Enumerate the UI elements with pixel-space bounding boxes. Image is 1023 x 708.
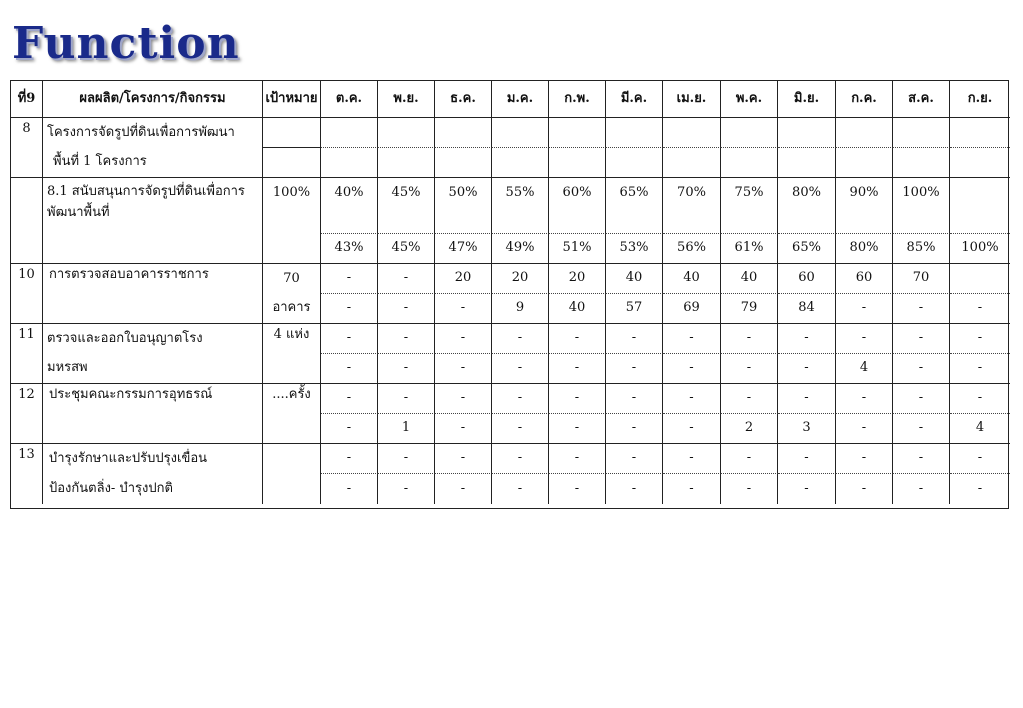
actual-cell bbox=[893, 148, 950, 178]
actual-cell: - bbox=[492, 354, 549, 384]
target-cell: ....ครั้ง bbox=[263, 384, 321, 444]
actual-cell: - bbox=[435, 474, 492, 504]
target-cell: 4 แห่ง bbox=[263, 324, 321, 384]
plan-cell bbox=[778, 118, 836, 148]
plan-cell: - bbox=[721, 384, 778, 414]
actual-cell: - bbox=[663, 354, 721, 384]
actual-cell: 65% bbox=[778, 234, 836, 264]
plan-cell: - bbox=[663, 384, 721, 414]
plan-cell: - bbox=[836, 324, 893, 354]
actual-cell: 84 bbox=[778, 294, 836, 324]
actual-cell bbox=[606, 148, 663, 178]
actual-cell bbox=[836, 148, 893, 178]
actual-cell: - bbox=[435, 354, 492, 384]
target-unit: อาคาร bbox=[263, 294, 321, 324]
actual-cell: - bbox=[778, 354, 836, 384]
month-header: เม.ย. bbox=[663, 81, 721, 118]
actual-cell: 85% bbox=[893, 234, 950, 264]
actual-cell bbox=[492, 148, 549, 178]
plan-cell: - bbox=[606, 324, 663, 354]
header-target: เป้าหมาย bbox=[263, 81, 321, 118]
row-number: 13 bbox=[11, 444, 43, 504]
plan-cell: - bbox=[549, 324, 606, 354]
actual-cell: - bbox=[977, 480, 983, 496]
actual-cell: - bbox=[778, 474, 836, 504]
plan-cell: - bbox=[435, 444, 492, 474]
plan-cell: 75% bbox=[721, 178, 778, 234]
actual-cell: 56% bbox=[663, 234, 721, 264]
actual-cell: - bbox=[321, 414, 378, 444]
page-title: Function bbox=[12, 18, 240, 69]
plan-cell: - bbox=[778, 444, 836, 474]
row-number: 10 bbox=[11, 264, 43, 324]
activity-text: ป้องกันตลิ่ง- บำรุงปกติ bbox=[43, 474, 263, 504]
month-header: มี.ค. bbox=[606, 81, 663, 118]
actual-cell: - bbox=[549, 414, 606, 444]
actual-cell: 53% bbox=[606, 234, 663, 264]
actual-cell: 100% bbox=[950, 234, 1010, 264]
plan-cell: 40% bbox=[321, 178, 378, 234]
plan-cell: - bbox=[721, 324, 778, 354]
actual-cell: 80% bbox=[836, 234, 893, 264]
actual-cell: 57 bbox=[606, 294, 663, 324]
month-header: ส.ค. bbox=[893, 81, 950, 118]
plan-cell: 40 bbox=[721, 264, 778, 294]
plan-cell bbox=[492, 118, 549, 148]
actual-cell: - bbox=[950, 354, 1010, 384]
month-header: พ.ย. bbox=[378, 81, 435, 118]
plan-cell: 40 bbox=[606, 264, 663, 294]
plan-cell bbox=[893, 118, 950, 148]
header-no: ที่9 bbox=[11, 81, 43, 118]
header-activity: ผลผลิต/โครงการ/กิจกรรม bbox=[43, 81, 263, 118]
plan-cell bbox=[950, 118, 1010, 148]
actual-cell: - bbox=[435, 414, 492, 444]
row-number bbox=[11, 178, 43, 264]
row-number: 12 bbox=[11, 384, 43, 444]
plan-cell: - bbox=[721, 444, 778, 474]
plan-cell: - bbox=[378, 324, 435, 354]
plan-cell: - bbox=[893, 324, 950, 354]
actual-cell: 4 bbox=[836, 354, 893, 384]
actual-cell: - bbox=[549, 474, 606, 504]
actual-cell bbox=[778, 148, 836, 178]
target-cell bbox=[263, 118, 321, 148]
actual-cell: - bbox=[378, 474, 435, 504]
plan-cell bbox=[721, 118, 778, 148]
actual-cell: - bbox=[663, 474, 721, 504]
target-cell bbox=[263, 148, 321, 178]
actual-cell: 43% bbox=[321, 234, 378, 264]
plan-cell bbox=[606, 118, 663, 148]
plan-cell: - bbox=[778, 384, 836, 414]
plan-cell: 50% bbox=[435, 178, 492, 234]
activity-text: การตรวจสอบอาคารราชการ bbox=[43, 264, 263, 324]
month-header: มิ.ย. bbox=[778, 81, 836, 118]
plan-cell: - bbox=[435, 324, 492, 354]
actual-cell: - bbox=[663, 414, 721, 444]
actual-cell: 49% bbox=[492, 234, 549, 264]
actual-cell: - bbox=[893, 294, 950, 324]
actual-cell: - bbox=[950, 294, 1010, 324]
activity-text: โครงการจัดรูปที่ดินเพื่อการพัฒนา bbox=[43, 118, 263, 148]
plan-cell: - bbox=[950, 384, 1010, 414]
plan-cell: 100% bbox=[893, 178, 950, 234]
actual-cell: - bbox=[893, 354, 950, 384]
plan-cell: - bbox=[778, 324, 836, 354]
plan-cell: - bbox=[663, 324, 721, 354]
plan-cell bbox=[950, 264, 1010, 294]
plan-cell bbox=[549, 118, 606, 148]
function-table bbox=[10, 80, 1009, 509]
actual-cell bbox=[663, 148, 721, 178]
actual-cell bbox=[435, 148, 492, 178]
row-number: 11 bbox=[11, 324, 43, 384]
actual-cell: - bbox=[836, 474, 893, 504]
actual-cell: 1 bbox=[378, 414, 435, 444]
plan-cell: 60% bbox=[549, 178, 606, 234]
plan-cell bbox=[950, 178, 1010, 234]
plan-cell: 65% bbox=[606, 178, 663, 234]
plan-cell: 20 bbox=[435, 264, 492, 294]
plan-cell: - bbox=[606, 444, 663, 474]
actual-cell: - bbox=[836, 294, 893, 324]
plan-cell bbox=[321, 118, 378, 148]
plan-cell: - bbox=[893, 444, 950, 474]
actual-cell: 51% bbox=[549, 234, 606, 264]
plan-cell: - bbox=[663, 444, 721, 474]
row-number: 8 bbox=[11, 118, 43, 178]
month-header: ก.ย. bbox=[950, 81, 1010, 118]
month-header: พ.ค. bbox=[721, 81, 778, 118]
plan-cell: - bbox=[378, 384, 435, 414]
actual-cell: 2 bbox=[721, 414, 778, 444]
plan-cell bbox=[435, 118, 492, 148]
actual-cell: - bbox=[721, 354, 778, 384]
plan-cell: - bbox=[606, 384, 663, 414]
plan-cell bbox=[378, 118, 435, 148]
plan-cell: - bbox=[549, 444, 606, 474]
plan-cell: - bbox=[492, 324, 549, 354]
actual-cell: 40 bbox=[549, 294, 606, 324]
plan-cell: - bbox=[321, 324, 378, 354]
plan-cell: 90% bbox=[836, 178, 893, 234]
plan-cell: - bbox=[836, 384, 893, 414]
plan-cell: - bbox=[893, 384, 950, 414]
plan-cell: - bbox=[492, 444, 549, 474]
actual-cell bbox=[378, 148, 435, 178]
activity-text: ประชุมคณะกรรมการอุทธรณ์ bbox=[43, 384, 263, 444]
plan-cell: - bbox=[950, 324, 1010, 354]
month-header: ม.ค. bbox=[492, 81, 549, 118]
actual-cell: - bbox=[378, 294, 435, 324]
actual-cell bbox=[721, 148, 778, 178]
actual-cell: 4 bbox=[950, 414, 1010, 444]
actual-cell: 3 bbox=[778, 414, 836, 444]
plan-cell: - bbox=[378, 264, 435, 294]
plan-cell: 20 bbox=[549, 264, 606, 294]
plan-cell: 70% bbox=[663, 178, 721, 234]
plan-cell bbox=[663, 118, 721, 148]
plan-cell: - bbox=[435, 384, 492, 414]
plan-cell: 80% bbox=[778, 178, 836, 234]
plan-cell: - bbox=[950, 444, 1010, 474]
plan-cell: - bbox=[321, 384, 378, 414]
actual-cell: - bbox=[893, 414, 950, 444]
actual-cell: - bbox=[321, 354, 378, 384]
actual-cell bbox=[321, 148, 378, 178]
actual-cell: - bbox=[606, 474, 663, 504]
actual-cell: - bbox=[721, 474, 778, 504]
actual-cell: - bbox=[321, 474, 378, 504]
plan-cell: - bbox=[492, 384, 549, 414]
actual-cell: - bbox=[606, 354, 663, 384]
activity-text: มหรสพ bbox=[43, 354, 263, 384]
plan-cell: - bbox=[321, 264, 378, 294]
actual-cell bbox=[950, 148, 1010, 178]
month-header: ธ.ค. bbox=[435, 81, 492, 118]
plan-cell: - bbox=[378, 444, 435, 474]
actual-cell: 45% bbox=[378, 234, 435, 264]
activity-text: พื้นที่ 1 โครงการ bbox=[43, 148, 263, 178]
plan-cell: 55% bbox=[492, 178, 549, 234]
plan-cell: 60 bbox=[778, 264, 836, 294]
plan-cell: 45% bbox=[378, 178, 435, 234]
plan-cell: 40 bbox=[663, 264, 721, 294]
actual-cell: - bbox=[606, 414, 663, 444]
plan-cell: 60 bbox=[836, 264, 893, 294]
actual-cell: - bbox=[492, 474, 549, 504]
actual-cell: 47% bbox=[435, 234, 492, 264]
activity-text: บำรุงรักษาและปรับปรุงเขื่อน bbox=[43, 444, 263, 474]
month-header: ก.พ. bbox=[549, 81, 606, 118]
activity-text: ตรวจและออกใบอนุญาตโรง bbox=[43, 324, 263, 354]
plan-cell: - bbox=[549, 384, 606, 414]
actual-cell: - bbox=[321, 294, 378, 324]
plan-cell: - bbox=[836, 444, 893, 474]
target-cell bbox=[263, 444, 321, 504]
actual-cell: - bbox=[836, 414, 893, 444]
plan-cell: - bbox=[321, 444, 378, 474]
actual-cell: - bbox=[435, 294, 492, 324]
target-cell: 100% bbox=[263, 178, 321, 264]
actual-cell: - bbox=[378, 354, 435, 384]
actual-cell: - bbox=[549, 354, 606, 384]
actual-cell: - bbox=[492, 414, 549, 444]
plan-cell: 70 bbox=[893, 264, 950, 294]
target-cell: 70 bbox=[263, 264, 321, 294]
month-header: ก.ค. bbox=[836, 81, 893, 118]
plan-cell bbox=[836, 118, 893, 148]
month-header: ต.ค. bbox=[321, 81, 378, 118]
actual-cell: - bbox=[893, 474, 950, 504]
actual-cell: 61% bbox=[721, 234, 778, 264]
plan-cell: 20 bbox=[492, 264, 549, 294]
actual-cell bbox=[549, 148, 606, 178]
activity-text: 8.1 สนับสนุนการจัดรูปที่ดินเพื่อการพัฒนาพื้นที่ bbox=[43, 178, 263, 264]
actual-cell: 79 bbox=[721, 294, 778, 324]
actual-cell: 69 bbox=[663, 294, 721, 324]
actual-cell: 9 bbox=[492, 294, 549, 324]
